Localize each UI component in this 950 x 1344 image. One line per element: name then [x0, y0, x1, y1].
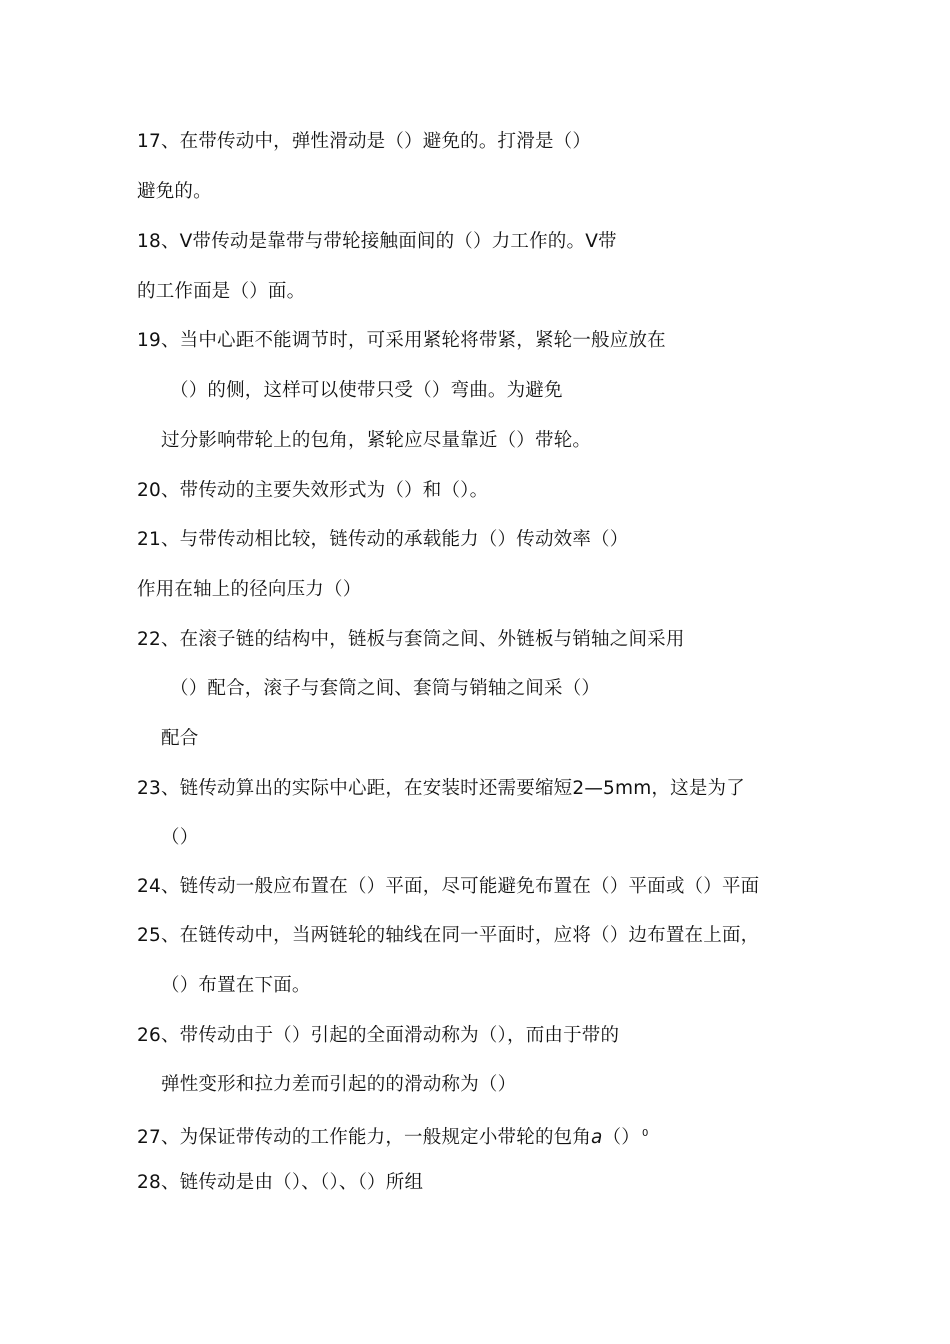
question-22-line-3: 配合: [161, 728, 199, 749]
degree-mark: 0: [642, 1128, 649, 1139]
question-26-line-1: 26、带传动由于（）引起的全面滑动称为（），而由于带的: [137, 1025, 620, 1046]
question-18-line-1: 18、V带传动是靠带与带轮接触面间的（）力工作的。V带: [137, 231, 617, 252]
question-27-blank: （）: [602, 1127, 640, 1149]
question-22-line-2: （）配合，滚子与套筒之间、套筒与销轴之间采（）: [170, 678, 601, 699]
question-20-line-1: 20、带传动的主要失效形式为（）和（）。: [137, 480, 489, 501]
question-25-line-1: 25、在链传动中，当两链轮的轴线在同一平面时，应将（）边布置在上面，: [137, 925, 760, 946]
question-19-line-2: （）的侧，这样可以使带只受（）弯曲。为避免: [170, 380, 563, 401]
question-18-line-2: 的工作面是（）面。: [137, 281, 306, 302]
question-25-line-2: （）布置在下面。: [161, 975, 311, 996]
question-23-line-1: 23、链传动算出的实际中心距，在安装时还需要缩短2—5mm，这是为了: [137, 778, 745, 799]
question-27-text: 27、为保证带传动的工作能力，一般规定小带轮的包角: [137, 1127, 592, 1149]
question-23-line-2: （）: [161, 827, 199, 848]
wrap-angle-symbol: a: [591, 1127, 603, 1149]
question-19-line-3: 过分影响带轮上的包角，紧轮应尽量靠近（）带轮。: [161, 430, 592, 451]
question-27-line-1: [137, 1122, 649, 1150]
question-21-line-1: 21、与带传动相比较，链传动的承载能力（）传动效率（）: [137, 529, 629, 550]
question-22-line-1: 22、在滚子链的结构中，链板与套筒之间、外链板与销轴之间采用: [137, 629, 685, 650]
question-24-line-1: 24、链传动一般应布置在（）平面，尽可能避免布置在（）平面或（）平面: [137, 876, 760, 897]
question-17-line-1: 17、在带传动中，弹性滑动是（）避免的。打滑是（）: [137, 131, 592, 152]
question-28-line-1: 28、链传动是由（）、（）、（）所组: [137, 1172, 424, 1193]
question-26-line-2: 弹性变形和拉力差而引起的的滑动称为（）: [161, 1074, 517, 1095]
question-17-line-2: 避免的。: [137, 181, 212, 202]
question-21-line-2: 作用在轴上的径向压力（）: [137, 579, 362, 600]
question-19-line-1: 19、当中心距不能调节时，可采用紧轮将带紧，紧轮一般应放在: [137, 330, 666, 351]
